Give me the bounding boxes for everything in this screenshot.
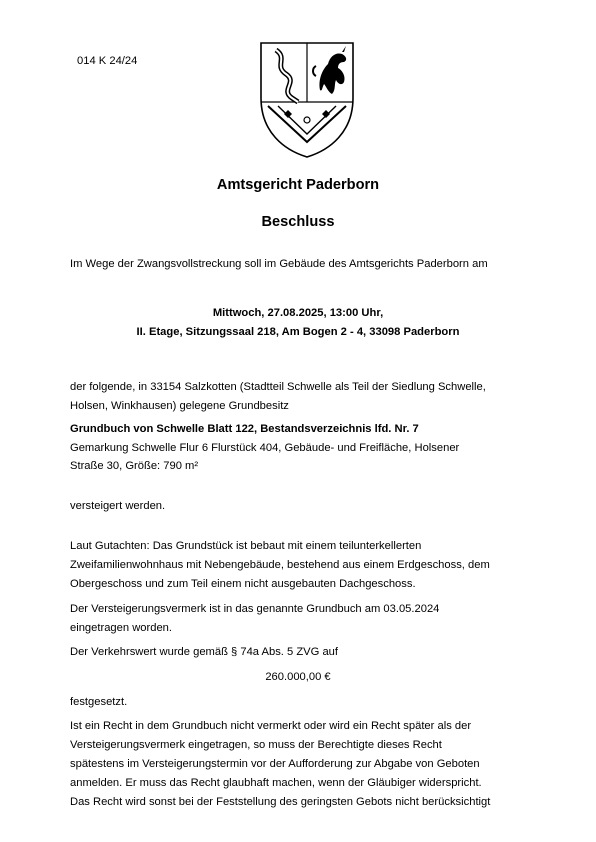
auction-notice-line: Der Versteigerungsvermerk ist in das genannte Grundbuch am 03.05.2024: [70, 603, 440, 615]
appointment-date: Mittwoch, 27.08.2025, 13:00 Uhr,: [212, 307, 384, 319]
rights-notice-line: Versteigerungsvermerk eingetragen, so muss der Berechtigte dieses Recht: [70, 739, 442, 751]
parcel-description-line: Gemarkung Schwelle Flur 6 Flurstück 404, Gebäude- und Freifläche, Holsener: [70, 442, 460, 454]
rights-notice-line: Das Recht wird sonst bei der Feststellung des geringsten Gebots nicht berücksichtigt: [70, 796, 491, 808]
market-value-fixed: festgesetzt.: [70, 696, 128, 708]
auction-note: versteigert werden.: [70, 500, 166, 512]
appointment-place: II. Etage, Sitzungssaal 218, Am Bogen 2 - 4, 33098 Paderborn: [136, 326, 460, 338]
rights-notice-line: Ist ein Recht in dem Grundbuch nicht vermerkt oder wird ein Recht später als der: [70, 720, 472, 732]
court-name: Amtsgericht Paderborn: [216, 177, 380, 193]
case-number: 014 K 24/24: [77, 55, 138, 67]
parcel-description-line: Straße 30, Größe: 790 m²: [70, 460, 199, 472]
land-register-entry: Grundbuch von Schwelle Blatt 122, Bestandsverzeichnis lfd. Nr. 7: [70, 423, 419, 435]
property-intro-line: der folgende, in 33154 Salzkotten (Stadtteil Schwelle als Teil der Siedlung Schwelle,: [70, 381, 486, 393]
property-intro-line: Holsen, Winkhausen) gelegene Grundbesitz: [70, 400, 289, 412]
appraisal-line: Obergeschoss und zum Teil einem nicht ausgebauten Dachgeschoss.: [70, 578, 416, 590]
rights-notice-line: anmelden. Er muss das Recht glaubhaft machen, wenn der Gläubiger widerspricht.: [70, 777, 482, 789]
intro-text: Im Wege der Zwangsvollstreckung soll im Gebäude des Amtsgerichts Paderborn am: [70, 258, 488, 270]
decision-title: Beschluss: [261, 214, 335, 230]
market-value-intro: Der Verkehrswert wurde gemäß § 74a Abs. 5 ZVG auf: [70, 646, 339, 658]
auction-notice-line: eingetragen worden.: [70, 622, 173, 634]
appraisal-line: Laut Gutachten: Das Grundstück ist bebaut mit einem teilunterkellerten: [70, 540, 422, 552]
market-value-amount: 260.000,00 €: [265, 671, 331, 683]
rights-notice-line: spätestens im Versteigerungstermin vor der Aufforderung zur Abgabe von Geboten: [70, 758, 480, 770]
appraisal-line: Zweifamilienwohnhaus mit Nebengebäude, bestehend aus einem Erdgeschoss, dem: [70, 559, 490, 571]
coat-of-arms-icon: [258, 40, 356, 160]
